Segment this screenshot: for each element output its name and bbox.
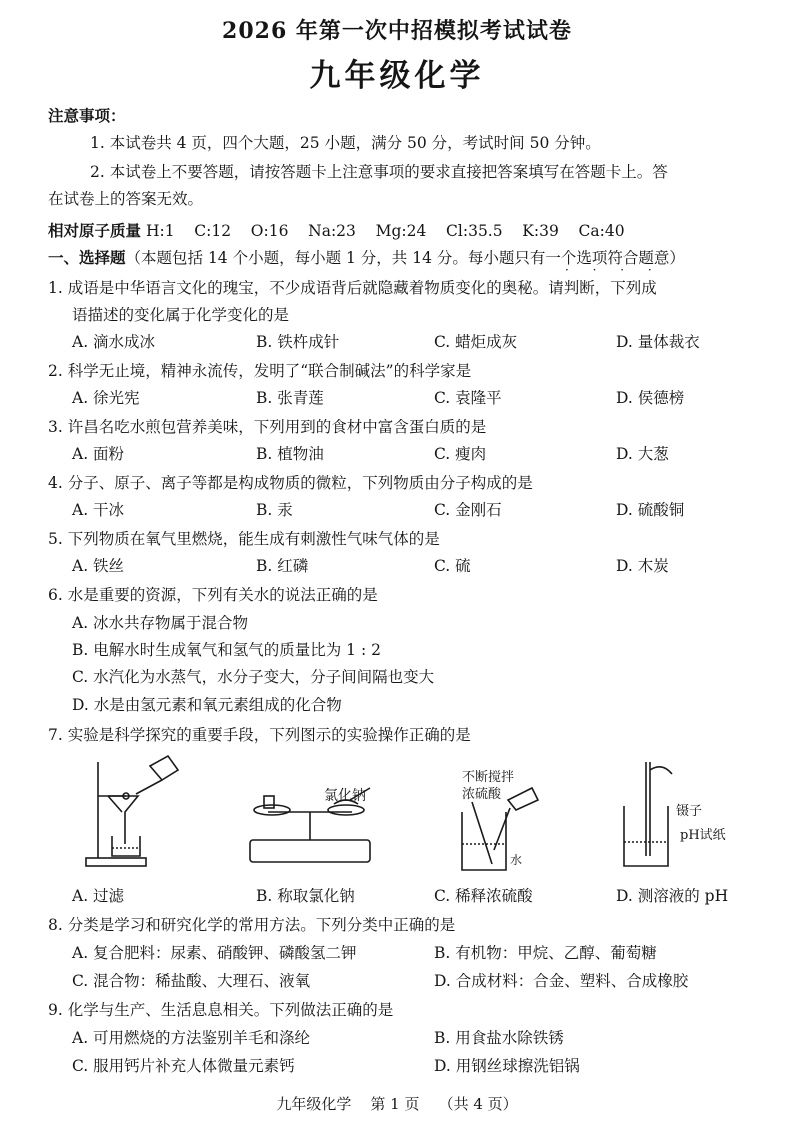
q4-option-c: C. 金刚石 <box>434 501 502 519</box>
q6-option-c: C. 水汽化为水蒸气，水分子变大，分子间间隔也变大 <box>72 668 435 686</box>
fig-b-label: 氯化钠 <box>324 788 366 804</box>
section-1 <box>48 246 794 270</box>
q2-option-d: D. 侯德榜 <box>616 389 685 407</box>
section-1-heading: 一、选择题 <box>48 248 126 267</box>
q1-option-c: C. 蜡炬成灰 <box>434 333 518 351</box>
q1-stem: 1. 成语是中华语言文化的瑰宝，不少成语背后就隐藏着物质变化的奥秘。请判断，下列成 <box>48 279 657 297</box>
fig-d-label-1: 镊子 <box>676 804 703 819</box>
q9-option-d: D. 用钢丝球擦洗铝锅 <box>434 1057 580 1075</box>
filtration-apparatus-icon <box>78 752 188 870</box>
q1-stem-cont: 语描述的变化属于化学变化的是 <box>72 306 290 324</box>
q6-option-a: A. 冰水共存物属于混合物 <box>72 614 249 632</box>
q4-option-b: B. 汞 <box>256 501 293 519</box>
q2-option-a: A. 徐光宪 <box>72 389 140 407</box>
notice-line-1: 1. 本试卷共 4 页，四个大题，25 小题，满分 50 分，考试时间 50 分钟。 <box>90 134 601 152</box>
q4-stem: 4. 分子、原子、离子等都是构成物质的微粒，下列物质由分子构成的是 <box>48 474 533 492</box>
q6-option-b: B. 电解水时生成氧气和氢气的质量比为 1 : 2 <box>72 641 381 659</box>
q5-option-c: C. 硫 <box>434 557 471 575</box>
q4-option-d: D. 硫酸铜 <box>616 501 685 519</box>
q9-option-a: A. 可用燃烧的方法鉴别羊毛和涤纶 <box>72 1029 311 1047</box>
section-1-instruction: （本题包括 14 个小题，每小题 1 分，共 14 分。每小题只有一个选项符合题意） <box>125 249 685 267</box>
q5-stem: 5. 下列物质在氧气里燃烧，能生成有刺激性气味气体的是 <box>48 530 440 548</box>
q1-option-a: A. 滴水成冰 <box>72 333 156 351</box>
q3-option-c: C. 瘦肉 <box>434 445 487 463</box>
q6-option-d: D. 水是由氢元素和氧元素组成的化合物 <box>72 696 342 714</box>
exam-title: 2026 年第一次中招模拟考试试卷 <box>222 18 572 44</box>
atomic-mass-label: 相对原子质量 <box>48 221 142 240</box>
q7-option-b: B. 称取氯化钠 <box>256 887 355 905</box>
atomic-mass-values: H:1 C:12 O:16 Na:23 Mg:24 Cl:35.5 K:39 Ca:40 <box>145 222 625 240</box>
subject-title: 九年级化学 <box>309 58 485 94</box>
fig-d-label-2: pH试纸 <box>680 828 726 843</box>
q1-option-d: D. 量体裁衣 <box>616 333 700 351</box>
q6-stem: 6. 水是重要的资源，下列有关水的说法正确的是 <box>48 586 378 604</box>
fig-c-label-3: 水 <box>510 853 523 867</box>
fig-c-label-2: 浓硫酸 <box>462 787 502 802</box>
q7-option-c: C. 稀释浓硫酸 <box>434 887 533 905</box>
q2-option-c: C. 袁隆平 <box>434 389 502 407</box>
q5-option-b: B. 红磷 <box>256 557 309 575</box>
emphasis-dots: · · · · <box>565 263 662 277</box>
q9-option-b: B. 用食盐水除铁锈 <box>434 1029 564 1047</box>
q3-stem: 3. 许昌名吃水煎包营养美味，下列用到的食材中富含蛋白质的是 <box>48 418 487 436</box>
q8-option-b: B. 有机物：甲烷、乙醇、葡萄糖 <box>434 944 657 962</box>
q8-stem: 8. 分类是学习和研究化学的常用方法。下列分类中正确的是 <box>48 916 456 934</box>
q3-option-a: A. 面粉 <box>72 445 125 463</box>
q8-option-a: A. 复合肥料：尿素、硝酸钾、磷酸氢二钾 <box>72 944 357 962</box>
q7-option-a: A. 过滤 <box>72 887 125 905</box>
q4-option-a: A. 干冰 <box>72 501 125 519</box>
q3-option-d: D. 大葱 <box>616 445 669 463</box>
q1-option-b: B. 铁杵成针 <box>256 333 340 351</box>
notice-heading: 注意事项： <box>48 106 126 125</box>
figure-filtration <box>78 752 188 870</box>
q8-option-d: D. 合成材料：合金、塑料、合成橡胶 <box>434 972 689 990</box>
q5-option-d: D. 木炭 <box>616 557 669 575</box>
atomic-mass <box>48 219 794 243</box>
q2-stem: 2. 科学无止境，精神永流传，发明了“联合制碱法”的科学家是 <box>48 362 472 380</box>
q3-option-b: B. 植物油 <box>256 445 324 463</box>
fig-c-label-1: 不断搅拌 <box>462 770 515 785</box>
q7-stem: 7. 实验是科学探究的重要手段，下列图示的实验操作正确的是 <box>48 726 471 744</box>
q2-option-b: B. 张青莲 <box>256 389 324 407</box>
q5-option-a: A. 铁丝 <box>72 557 125 575</box>
q8-option-c: C. 混合物：稀盐酸、大理石、液氧 <box>72 972 311 990</box>
notice-line-2: 2. 本试卷上不要答题，请按答题卡上注意事项的要求直接把答案填写在答题卡上。答 <box>90 163 668 181</box>
notice-line-2-cont: 在试卷上的答案无效。 <box>48 190 204 208</box>
q9-option-c: C. 服用钙片补充人体微量元素钙 <box>72 1057 295 1075</box>
q7-option-d: D. 测溶液的 pH <box>616 887 729 905</box>
page-footer: 九年级化学 第 1 页 （共 4 页） <box>276 1095 518 1113</box>
q9-stem: 9. 化学与生产、生活息息相关。下列做法正确的是 <box>48 1001 394 1019</box>
